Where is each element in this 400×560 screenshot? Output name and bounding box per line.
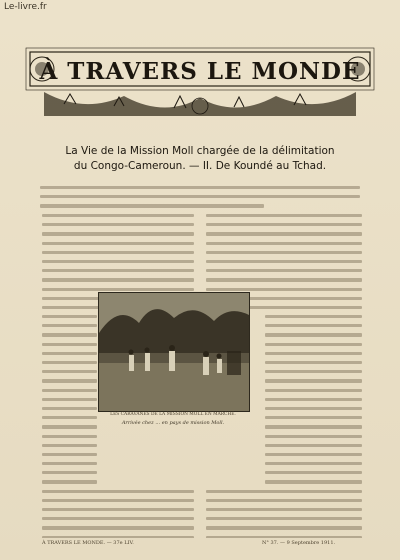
text-line [42, 269, 194, 276]
text-line [42, 526, 194, 533]
article-title-line-1: La Vie de la Mission Moll chargée de la délimitation [65, 145, 335, 157]
article-title-line-2: du Congo-Cameroun. — II. De Koundé au Tchad. [73, 160, 327, 172]
text-line [206, 536, 362, 538]
text-line [206, 435, 362, 442]
text-line [42, 536, 194, 538]
text-line [42, 223, 194, 230]
text-line [206, 251, 362, 258]
text-line [42, 214, 194, 221]
text-line [206, 278, 362, 285]
photo-caption: LES CARAVANES DE LA MISSION MOLL EN MARCHE. [110, 412, 236, 417]
text-line [206, 425, 362, 432]
text-line [42, 480, 194, 487]
text-line [206, 508, 362, 515]
text-line [206, 517, 362, 524]
text-line [206, 462, 362, 469]
masthead-title: À TRAVERS LE MONDE [39, 58, 361, 85]
text-line [42, 490, 194, 497]
text-line [206, 260, 362, 267]
text-line [42, 517, 194, 524]
text-line [206, 269, 362, 276]
photo-credit: Arrivée chez ... en pays de mission Moll. [121, 420, 225, 426]
text-line [206, 232, 362, 239]
text-line [206, 214, 362, 221]
text-line [206, 526, 362, 533]
article-title [30, 144, 370, 174]
text-line [206, 471, 362, 478]
text-line [42, 260, 194, 267]
text-line [206, 499, 362, 506]
text-line [42, 242, 194, 249]
text-line [42, 232, 194, 239]
text-line [42, 508, 194, 515]
text-line [206, 242, 362, 249]
source-label: Le-livre.fr [4, 2, 47, 12]
text-line [42, 435, 194, 442]
text-line [42, 425, 194, 432]
text-line [42, 278, 194, 285]
text-line [206, 480, 362, 487]
intro-paragraph [40, 184, 360, 212]
text-line [42, 444, 194, 451]
text-line [42, 462, 194, 469]
masthead [24, 44, 376, 124]
article-photo [98, 292, 250, 412]
footer-left: À TRAVERS LE MONDE. — 37e LIV. [42, 540, 134, 546]
footer-right: N° 37. — 9 Septembre 1911. [262, 540, 336, 546]
text-line [206, 453, 362, 460]
photo-illustration [99, 293, 249, 411]
text-line [206, 223, 362, 230]
text-line [42, 453, 194, 460]
text-line [206, 444, 362, 451]
text-line [42, 499, 194, 506]
text-line [42, 251, 194, 258]
text-line [206, 490, 362, 497]
text-line [42, 471, 194, 478]
